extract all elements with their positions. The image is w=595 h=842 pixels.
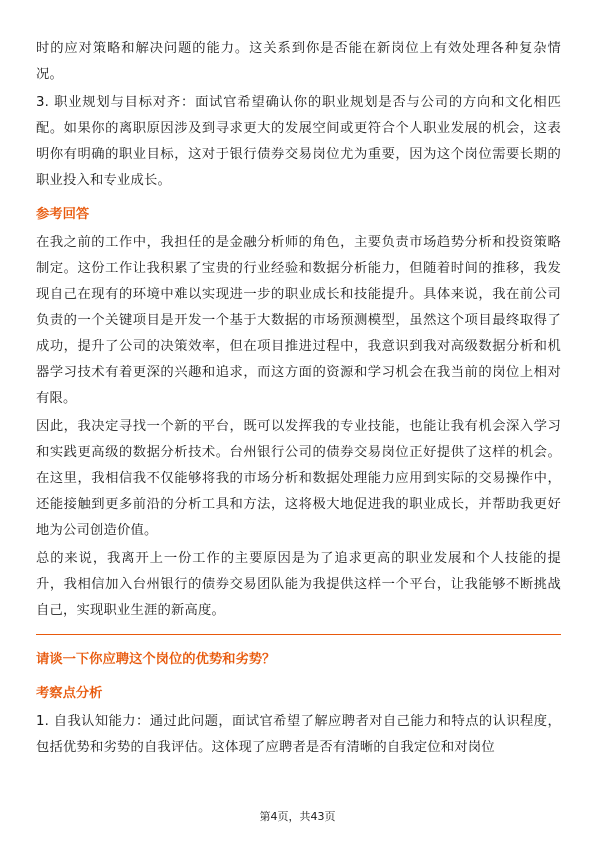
paragraph-continuation: 时的应对策略和解决问题的能力。这关系到你是否能在新岗位上有效处理各种复杂情况。 — [36, 41, 561, 82]
question-heading: 请谈一下你应聘这个岗位的优势和劣势？ — [36, 652, 276, 667]
reference-answer-heading: 参考回答 — [36, 207, 90, 222]
reference-paragraph-3: 总的来说，我离开上一份工作的主要原因是为了追求更高的职业发展和个人技能的提升，我相信加入台州银行的债券交易团队能为我提供这样一个平台，让我能够不断挑战自己，实现职业生涯的新高度。 — [36, 551, 561, 618]
reference-paragraph-1: 在我之前的工作中，我担任的是金融分析师的角色，主要负责市场趋势分析和投资策略制定。这份工作让我积累了宝贵的行业经验和数据分析能力，但随着时间的推移，我发现自己在现有的环境中难以实现进一步的职业成长和技能提升。具体来说，我在前公司负责的一个关键项目是开发一个基于大数据的市场预测模型，虽然这个项目最终取得了成功，提升了公司的决策效率，但在项目推进过程中，我意识到我对高级数据分析和机器学习技术有着更深的兴趣和追求，而这方面的资源和学习机会在我当前的岗位上相对有限。 — [36, 235, 561, 406]
section-divider — [36, 634, 561, 635]
paragraph-career-alignment: 3. 职业规划与目标对齐：面试官希望确认你的职业规划是否与公司的方向和文化相匹配。如果你的离职原因涉及到寻求更大的发展空间或更符合个人职业发展的机会，这表明你有明确的职业目标，这对于银行债券交易岗位尤为重要，因为这个岗位需要长期的职业投入和专业成长。 — [36, 95, 561, 188]
page-content — [36, 36, 561, 763]
analysis-paragraph-1: 1. 自我认知能力：通过此问题，面试官希望了解应聘者对自己能力和特点的认识程度，包括优势和劣势的自我评估。这体现了应聘者是否有清晰的自我定位和对岗位 — [36, 714, 561, 755]
analysis-heading: 考察点分析 — [36, 686, 103, 701]
page-footer: 第4页，共43页 — [259, 810, 336, 823]
reference-paragraph-2: 因此，我决定寻找一个新的平台，既可以发挥我的专业技能，也能让我有机会深入学习和实践更高级的数据分析技术。台州银行公司的债券交易岗位正好提供了这样的机会。在这里，我相信我不仅能够将我的市场分析和数据处理能力应用到实际的交易操作中，还能接触到更多前沿的分析工具和方法，这将极大地促进我的职业成长，并帮助我更好地为公司创造价值。 — [36, 419, 561, 538]
